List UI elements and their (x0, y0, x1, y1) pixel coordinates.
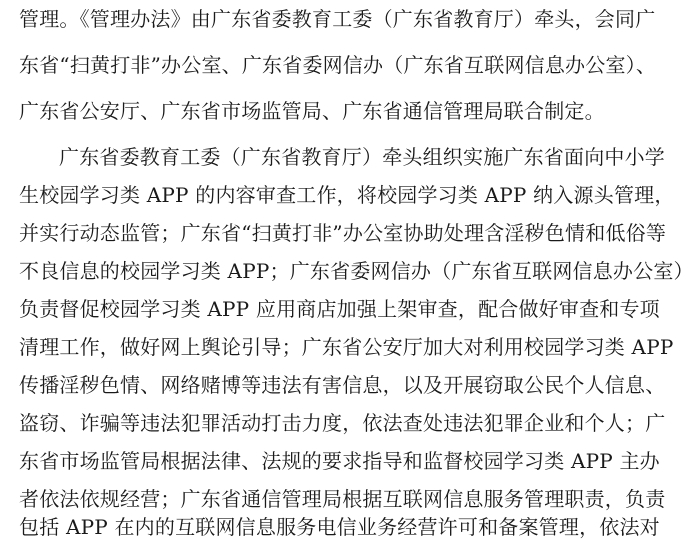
text-line: 东省市场监管局根据法律、法规的要求指导和监督校园学习类 APP 主办 (19, 449, 660, 473)
text-line: 负责督促校园学习类 APP 应用商店加强上架审查，配合做好审查和专项 (19, 297, 660, 321)
text-line: 东省“扫黄打非”办公室、广东省委网信办（广东省互联网信息办公室）、 (19, 53, 657, 77)
text-line: 管理。《管理办法》由广东省委教育工委（广东省教育厅）牵头，会同广 (19, 7, 656, 31)
text-line: 不良信息的校园学习类 APP；广东省委网信办（广东省互联网信息办公室） (19, 259, 694, 283)
text-line: 并实行动态监管；广东省“扫黄打非”办公室协助处理含淫秽色情和低俗等 (19, 221, 667, 245)
text-line: 盗窃、诈骗等违法犯罪活动打击力度，依法查处违法犯罪企业和个人；广 (19, 411, 666, 435)
text-line: 清理工作，做好网上舆论引导；广东省公安厅加大对利用校园学习类 APP (19, 335, 674, 359)
text-line: 广东省委教育工委（广东省教育厅）牵头组织实施广东省面向中小学 (59, 145, 665, 169)
text-line: 传播淫秽色情、网络赌博等违法有害信息，以及开展窃取公民个人信息、 (19, 373, 666, 397)
text-line: 广东省公安厅、广东省市场监管局、广东省通信管理局联合制定。 (19, 99, 605, 123)
text-line: 生校园学习类 APP 的内容审查工作，将校园学习类 APP 纳入源头管理， (19, 183, 675, 207)
text-line: 包括 APP 在内的互联网信息服务电信业务经营许可和备案管理，依法对 (19, 515, 660, 539)
text-line: 者依法依规经营；广东省通信管理局根据互联网信息服务管理职责，负责 (19, 487, 666, 511)
